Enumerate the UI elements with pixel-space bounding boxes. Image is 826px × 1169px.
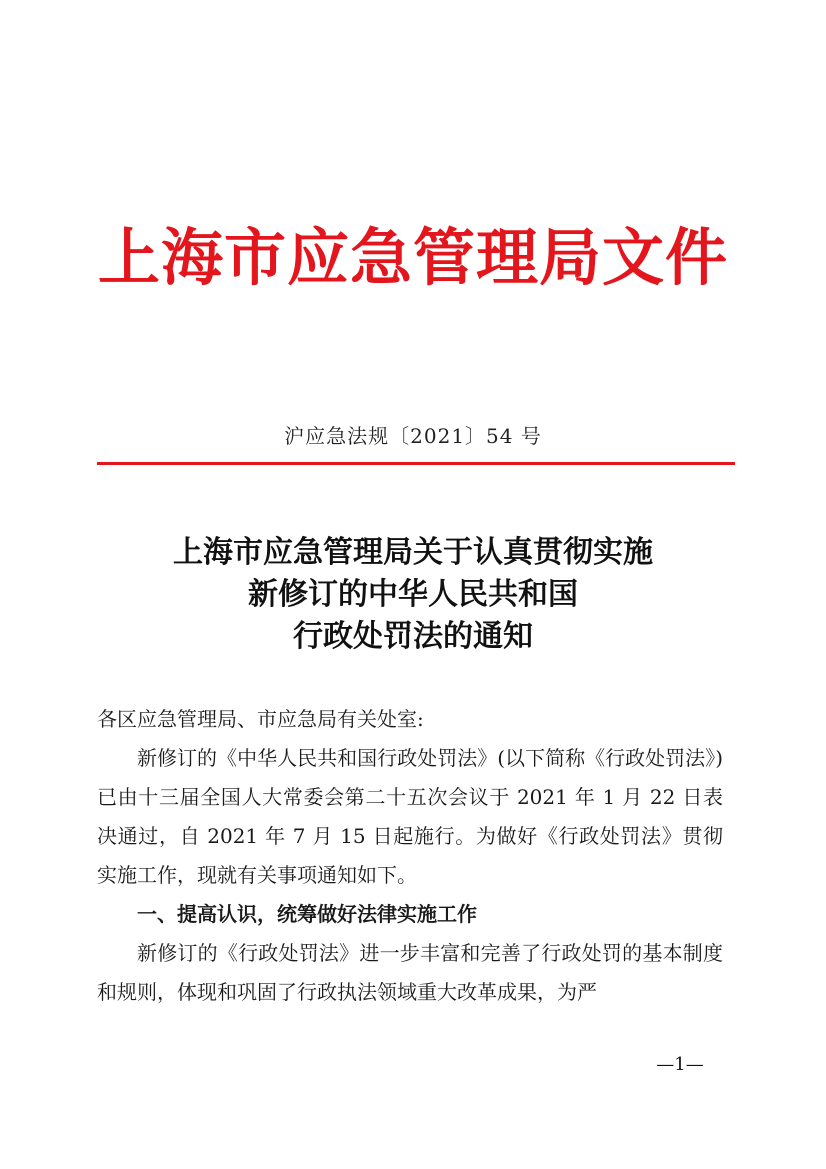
title-line-1: 上海市应急管理局关于认真贯彻实施 — [173, 535, 653, 570]
title-line-2: 新修订的中华人民共和国 — [248, 577, 578, 612]
paragraph-1: 新修订的《中华人民共和国行政处罚法》(以下简称《行政处罚法》)已由十三届全国人大常委会第二十五次会议于 2021 年 1 月 22 日表决通过，自 2021 年 7 月 15 日起施行。为做好《行政处罚法》贯彻实施工作，现就有关事项通知如下。 — [97, 746, 723, 887]
section-heading-1: 一、提高认识，统筹做好法律实施工作 — [137, 902, 477, 926]
notice-title — [0, 532, 826, 658]
paragraph-2: 新修订的《行政处罚法》进一步丰富和完善了行政处罚的基本制度和规则，体现和巩固了行政执法领域重大改革成果，为严 — [97, 941, 723, 1004]
document-body — [97, 700, 723, 1012]
title-line-3: 行政处罚法的通知 — [293, 619, 533, 654]
red-separator-line — [97, 462, 735, 465]
masthead-title: 上海市应急管理局文件 — [97, 221, 728, 294]
salutation: 各区应急管理局、市应急局有关处室: — [97, 707, 424, 731]
document-number: 沪应急法规〔2021〕54 号 — [284, 424, 542, 448]
page-number: —1— — [656, 1054, 704, 1075]
